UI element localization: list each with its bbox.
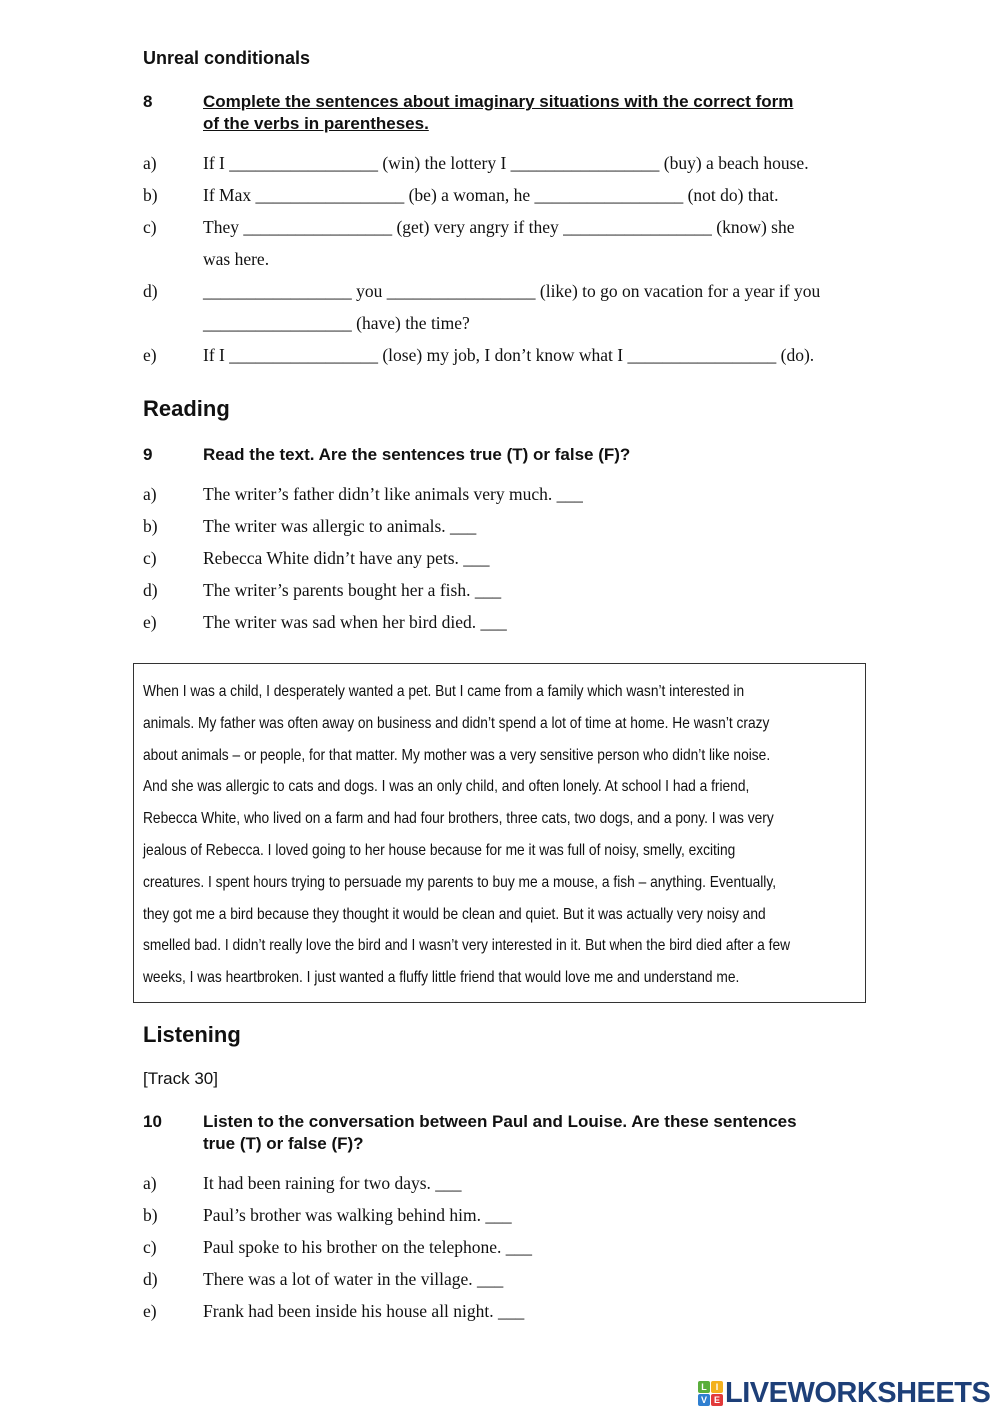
fill-in-sentence[interactable]: They _________________ (get) very angry if they _________________ (know) she: [203, 217, 795, 237]
true-false-statement[interactable]: The writer was sad when her bird died. ___: [203, 612, 507, 632]
instruction-line: true (T) or false (F)?: [203, 1134, 364, 1153]
true-false-statement[interactable]: Paul’s brother was walking behind him. ___: [203, 1205, 512, 1225]
logo-cube-icon: [698, 1381, 723, 1406]
true-false-statement[interactable]: The writer’s parents bought her a fish. ___: [203, 580, 502, 600]
item-label: d): [143, 580, 158, 600]
true-false-statement[interactable]: The writer’s father didn’t like animals very much. ___: [203, 484, 583, 504]
passage-line: And she was allergic to cats and dogs. I was an only child, and often lonely. At school I had a friend,: [143, 778, 750, 796]
fill-in-sentence[interactable]: was here.: [203, 249, 270, 269]
instruction-line: of the verbs in parentheses.: [203, 114, 429, 133]
logo-cube-letter: L: [698, 1381, 710, 1393]
true-false-statement[interactable]: Frank had been inside his house all night. ___: [203, 1301, 525, 1321]
exercise-instruction: [203, 91, 793, 135]
item-label: a): [143, 484, 157, 504]
item-label: b): [143, 1205, 158, 1225]
section-title-listening: Listening: [143, 1022, 241, 1047]
exercise-instruction: Read the text. Are the sentences true (T) or false (F)?: [203, 445, 631, 464]
instruction-line: Complete the sentences about imaginary situations with the correct form: [203, 92, 794, 111]
true-false-statement[interactable]: Rebecca White didn’t have any pets. ___: [203, 548, 490, 568]
true-false-statement[interactable]: Paul spoke to his brother on the telephone. ___: [203, 1237, 533, 1257]
passage-line: Rebecca White, who lived on a farm and had four brothers, three cats, two dogs, and a pony. I was very: [143, 810, 774, 828]
item-label: d): [143, 1269, 158, 1289]
item-label: b): [143, 516, 158, 536]
passage-line: about animals – or people, for that matter. My mother was a very sensitive person who didn’t like noise.: [143, 746, 771, 764]
passage-line: they got me a bird because they thought it would be clean and quiet. But it was actually very noisy and: [143, 905, 766, 923]
reading-passage-box: [133, 663, 866, 1003]
fill-in-sentence[interactable]: If Max _________________ (be) a woman, he _________________ (not do) that.: [203, 185, 779, 205]
item-label: e): [143, 345, 157, 365]
section-title-unreal-conditionals: Unreal conditionals: [143, 48, 311, 68]
true-false-statement[interactable]: It had been raining for two days. ___: [203, 1173, 462, 1193]
item-label: e): [143, 612, 157, 632]
true-false-statement[interactable]: There was a lot of water in the village. ___: [203, 1269, 504, 1289]
fill-in-sentence[interactable]: If I _________________ (lose) my job, I don’t know what I _________________ (do).: [203, 345, 815, 365]
passage-line: creatures. I spent hours trying to persuade my parents to buy me a mouse, a fish – anything. Eventually,: [143, 873, 777, 891]
item-label: c): [143, 548, 157, 568]
item-label: b): [143, 185, 158, 205]
item-label: d): [143, 281, 158, 301]
liveworksheets-logo[interactable]: [698, 1377, 990, 1410]
logo-cube-letter: V: [698, 1394, 710, 1406]
fill-in-sentence[interactable]: If I _________________ (win) the lottery I _________________ (buy) a beach house.: [203, 153, 809, 173]
item-label: c): [143, 1237, 157, 1257]
exercise-number: 10: [143, 1112, 162, 1131]
passage-line: animals. My father was often away on business and didn’t spend a lot of time at home. He wasn’t crazy: [143, 714, 770, 732]
passage-line: When I was a child, I desperately wanted a pet. But I came from a family which wasn’t interested in: [143, 683, 745, 700]
item-label: a): [143, 153, 157, 173]
passage-line: smelled bad. I didn’t really love the bird and I wasn’t very interested in it. But when the bird died after a few: [143, 937, 791, 955]
instruction-line: Listen to the conversation between Paul and Louise. Are these sentences: [203, 1112, 797, 1131]
true-false-statement[interactable]: The writer was allergic to animals. ___: [203, 516, 477, 536]
exercise-number: 8: [143, 92, 153, 111]
section-title-reading: Reading: [143, 396, 230, 421]
logo-cube-letter: E: [711, 1394, 723, 1406]
passage-line: weeks, I was heartbroken. I just wanted a fluffy little friend that would love me and understand me.: [143, 969, 740, 987]
exercise-instruction: [203, 1111, 797, 1155]
item-label: e): [143, 1301, 157, 1321]
logo-cube-letter: I: [711, 1381, 723, 1393]
fill-in-sentence[interactable]: _________________ you _________________ (like) to go on vacation for a year if you: [203, 281, 821, 301]
track-label: [Track 30]: [143, 1069, 218, 1088]
logo-text: LIVEWORKSHEETS: [725, 1377, 991, 1409]
fill-in-sentence[interactable]: _________________ (have) the time?: [203, 313, 470, 333]
passage-line: jealous of Rebecca. I loved going to her house because for me it was full of noisy, smelly, exciting: [143, 842, 736, 859]
exercise-number: 9: [143, 445, 153, 464]
item-label: a): [143, 1173, 157, 1193]
item-label: c): [143, 217, 157, 237]
